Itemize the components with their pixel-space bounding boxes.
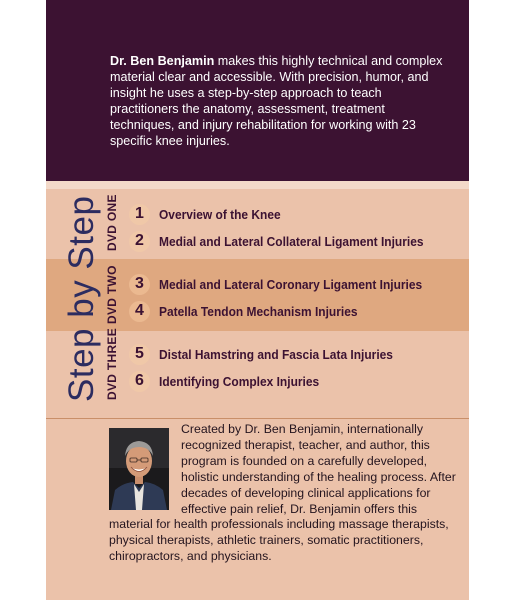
step-item xyxy=(129,230,447,252)
dvd-one-label: DVD ONE xyxy=(105,194,119,251)
intro-text: makes this highly technical and complex material clear and accessible. With precision, humor, and insight he uses a step-by-step approach to teach practitioners the anatomy, assessment, treatment techniques, and injury rehabilitation for working with 23 specific knee injuries. xyxy=(110,54,443,148)
step-by-step-title: Step by Step xyxy=(62,195,101,402)
dvd-two-label: DVD TWO xyxy=(105,265,119,324)
step-item xyxy=(129,300,375,322)
photo-text-wrap-spacer xyxy=(109,422,181,516)
step-number-badge: 1 xyxy=(129,204,150,225)
step-item xyxy=(129,343,413,365)
step-item xyxy=(129,203,291,225)
step-number-badge: 6 xyxy=(129,371,150,392)
step-title: Medial and Lateral Collateral Ligament Injuries xyxy=(159,233,424,249)
step-number-badge: 2 xyxy=(129,231,150,252)
intro-panel xyxy=(46,0,469,181)
bio-text: Created by Dr. Ben Benjamin, internationally recognized therapist, teacher, and author, this program is founded on a carefully developed, holistic understanding of the healing process. After decades of developing clinical applications for effective pain relief, Dr. Benjamin offers this material for health professionals including massage therapists, physical therapists, athletic trainers, somatic practitioners, chiropractors, and physicians. xyxy=(109,422,456,564)
intro-paragraph xyxy=(110,53,450,149)
step-item xyxy=(129,273,445,295)
step-title: Distal Hamstring and Fascia Lata Injuries xyxy=(159,346,393,362)
bio-paragraph xyxy=(109,422,457,565)
intro-author-name: Dr. Ben Benjamin xyxy=(110,54,215,68)
band-spacer-bottom xyxy=(46,405,469,419)
step-item xyxy=(129,370,333,392)
step-number-badge: 3 xyxy=(129,274,150,295)
dvd-three-label: DVD THREE xyxy=(105,327,119,400)
step-title: Medial and Lateral Coronary Ligament Injuries xyxy=(159,276,423,292)
step-title: Overview of the Knee xyxy=(159,206,281,222)
dvd-back-cover xyxy=(46,0,469,600)
step-title: Identifying Complex Injuries xyxy=(159,373,320,389)
step-title: Patella Tendon Mechanism Injuries xyxy=(159,303,358,319)
band-spacer-top xyxy=(46,181,469,189)
step-number-badge: 4 xyxy=(129,301,150,322)
step-number-badge: 5 xyxy=(129,344,150,365)
